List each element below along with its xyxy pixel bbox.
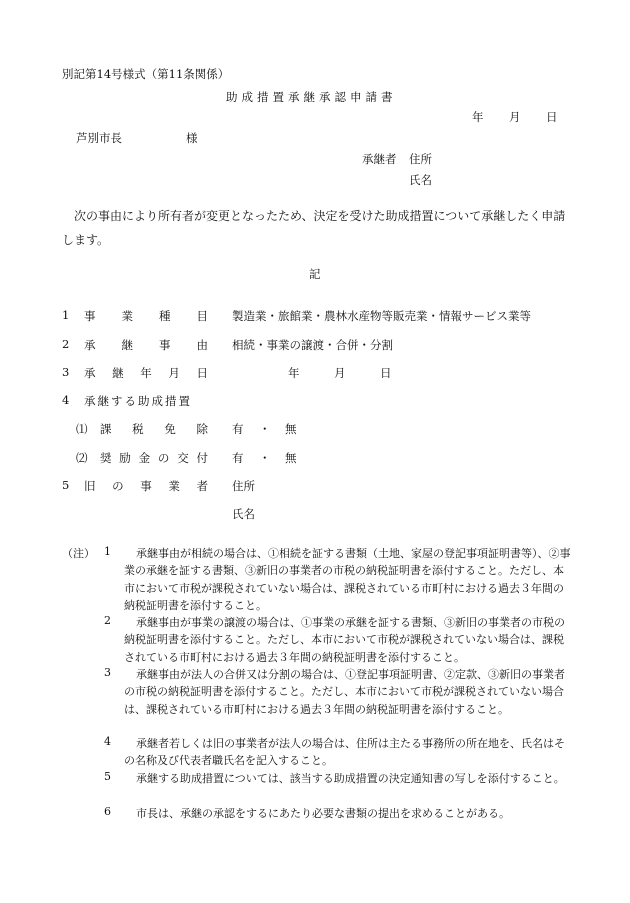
item-label: 承 継 年 月 日 <box>84 366 208 380</box>
sub-item-number: ⑴ <box>76 422 88 436</box>
sub-item-no: 無 <box>285 451 297 465</box>
item-number: 2 <box>62 337 70 351</box>
date-day: 日 <box>546 110 558 124</box>
sub-item-yes: 有 <box>232 451 244 465</box>
item-value: 相続・事業の譲渡・合併・分割 <box>232 338 393 352</box>
note-number: 1 <box>104 545 111 558</box>
applicant-address-label: 住所 <box>409 152 432 166</box>
sub-item-label: 課 税 免 除 <box>100 422 208 436</box>
note-number: 5 <box>104 770 111 783</box>
sub-item-dot: ・ <box>259 422 271 436</box>
sub-item-dot: ・ <box>259 451 271 465</box>
form-label: 別記第14号様式（第11条関係） <box>62 67 230 81</box>
item-label: 承継する助成措置 <box>84 394 192 408</box>
note-text: 承継事由が相続の場合は、①相続を証する書類（土地、家屋の登記事項証明書等）、②事業の承継を証する書類、③新旧の事業者の市税の納税証明書を添付すること。ただし、本市において市税が課税されていない場合は、課税されている市町村における過去３年間の納税証明書を添付すること。 <box>124 547 571 613</box>
item-number: 5 <box>62 478 70 492</box>
note-text: 市長は、承継の承認をするにあたり必要な書類の提出を求めることがある。 <box>136 807 510 820</box>
item-number: 4 <box>62 393 70 407</box>
sub-item-no: 無 <box>285 422 297 436</box>
ki-heading: 記 <box>309 267 321 281</box>
sub-item-label: 奨 励 金 の 交 付 <box>100 451 208 465</box>
notes-label: （注） <box>62 547 95 560</box>
note-text: 承継する助成措置については、該当する助成措置の決定通知書の写しを添付すること。 <box>136 772 565 785</box>
note-number: 3 <box>104 666 111 679</box>
note-number: 4 <box>104 735 111 748</box>
item-value: 年 月 日 <box>288 366 392 380</box>
document-title: 助成措置承継承認申請書 <box>226 90 397 104</box>
sub-item-yes: 有 <box>232 422 244 436</box>
applicant-name-label: 氏名 <box>409 173 432 187</box>
note-text: 承継者若しくは旧の事業者が法人の場合は、住所は主たる事務所の所在地を、氏名はその名称及び代表者職氏名を記入すること。 <box>124 737 565 768</box>
date-month: 月 <box>509 110 521 124</box>
former-name-label: 氏名 <box>232 507 255 521</box>
note-text: 承継事由が法人の合併又は分割の場合は、①登記事項証明書、②定款、③新旧の事業者の市税の納税証明書を添付すること。ただし、本市において市税が課税されていない場合は、課税されている市町村における過去３年間の納税証明書を添付すること。 <box>124 668 565 716</box>
item-value: 製造業・旅館業・農林水産物等販売業・情報サービス業等 <box>232 309 531 323</box>
sub-item-number: ⑵ <box>76 451 88 465</box>
note-number: 6 <box>104 805 111 818</box>
request-paragraph: 次の事由により所有者が変更となったため、決定を受けた助成措置について承継したく申請します。 <box>62 209 566 247</box>
item-number: 1 <box>62 308 70 322</box>
item-number: 3 <box>62 365 70 379</box>
applicant-label: 承継者 <box>362 152 397 166</box>
addressee: 芦別市長 <box>76 131 122 145</box>
item-label: 旧 の 事 業 者 <box>84 479 208 493</box>
item-label: 承 継 事 由 <box>84 338 208 352</box>
note-text: 承継事由が事業の譲渡の場合は、①事業の承継を証する書類、③新旧の事業者の市税の納税証明書を添付すること。ただし、本市において市税が課税されていない場合は、課税されている市町村における過去３年間の納税証明書を添付すること。 <box>124 616 565 664</box>
addressee-suffix: 様 <box>186 131 198 145</box>
item-label: 事 業 種 目 <box>84 309 208 323</box>
note-number: 2 <box>104 614 111 627</box>
date-year: 年 <box>472 110 484 124</box>
former-address-label: 住所 <box>232 479 255 493</box>
